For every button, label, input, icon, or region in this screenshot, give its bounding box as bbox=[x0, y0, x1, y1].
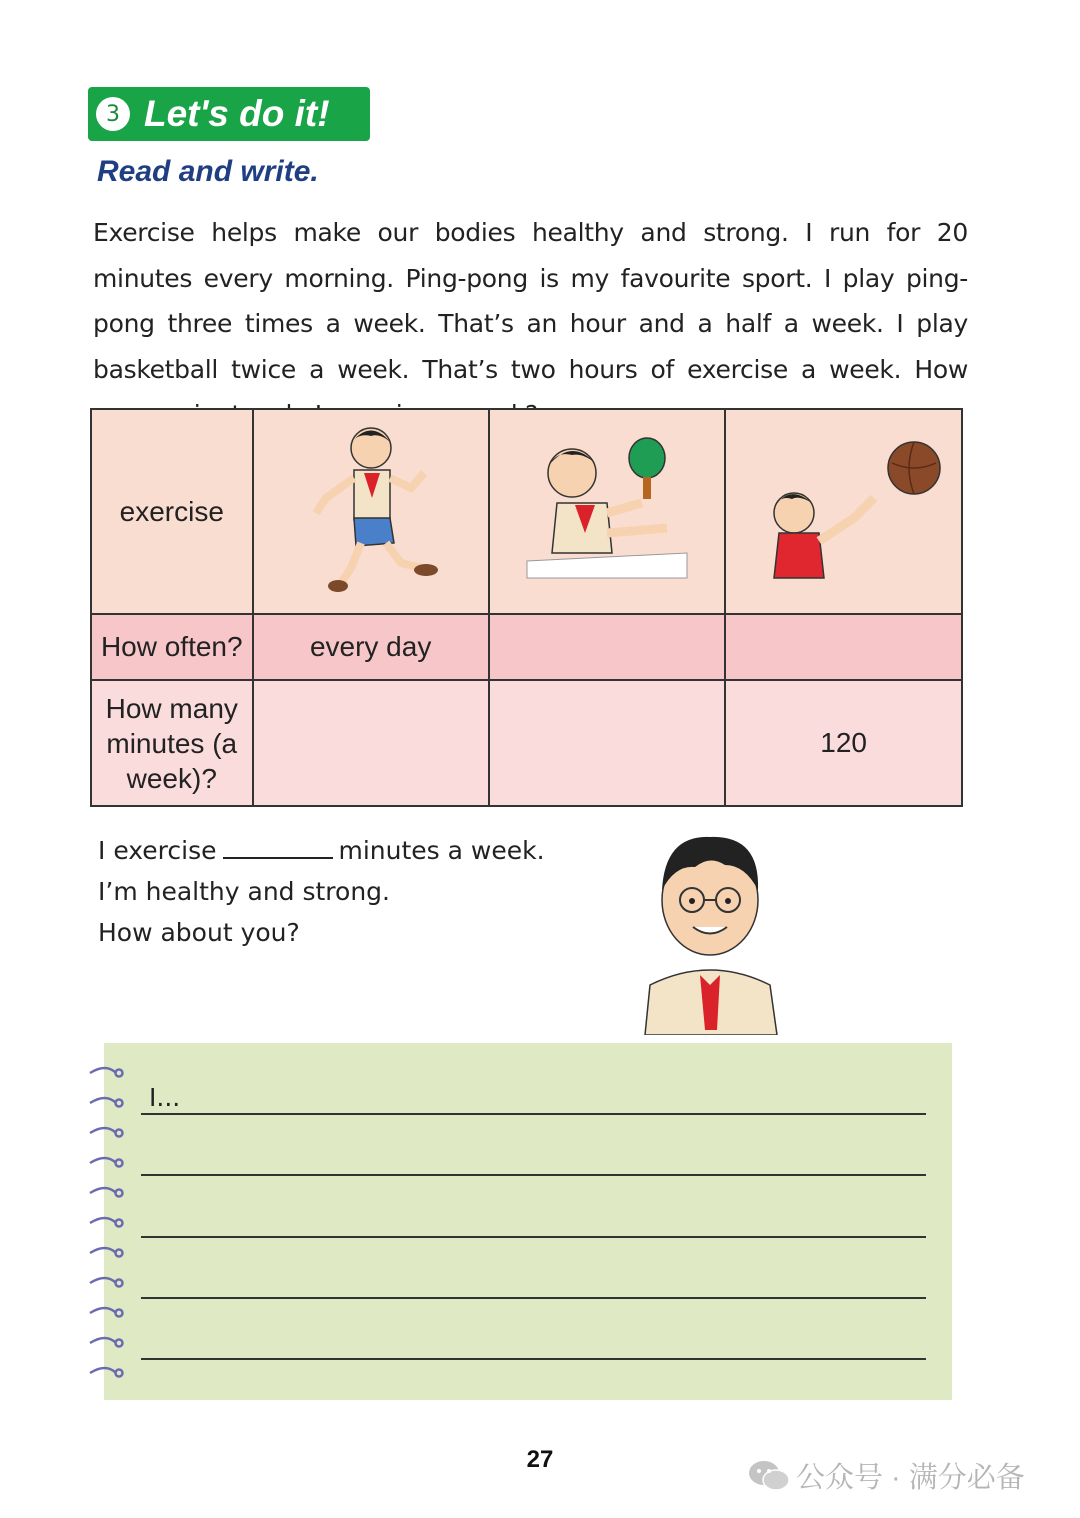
writing-notebook bbox=[104, 1043, 952, 1400]
row-label-exercise: exercise bbox=[91, 409, 253, 614]
boy-portrait-illustration bbox=[625, 825, 795, 1035]
basketball-boy-picture bbox=[725, 409, 962, 614]
row-label-how-many-minutes: How many minutes (a week)? bbox=[91, 680, 253, 806]
spiral-binding-icon bbox=[86, 1063, 130, 1383]
table-row bbox=[91, 614, 962, 680]
sentence-1-start: I exercise bbox=[98, 836, 217, 865]
minutes-running[interactable] bbox=[253, 680, 489, 806]
running-boy-picture bbox=[253, 409, 489, 614]
summary-sentences bbox=[98, 830, 545, 953]
ping-pong-boy-illustration bbox=[517, 433, 697, 583]
minutes-basketball: 120 bbox=[725, 680, 962, 806]
wechat-icon bbox=[748, 1459, 790, 1493]
minutes-ping-pong[interactable] bbox=[489, 680, 726, 806]
writing-line[interactable] bbox=[141, 1297, 926, 1299]
how-often-running: every day bbox=[253, 614, 489, 680]
exercise-table bbox=[90, 408, 963, 807]
section-header bbox=[88, 87, 370, 141]
sentence-line-1 bbox=[98, 830, 545, 871]
watermark bbox=[748, 1455, 1025, 1496]
running-boy-illustration bbox=[296, 418, 446, 598]
writing-line[interactable] bbox=[141, 1236, 926, 1238]
minutes-blank[interactable] bbox=[223, 833, 333, 859]
writing-line[interactable] bbox=[141, 1113, 926, 1115]
watermark-text: 公众号 · 满分必备 bbox=[796, 1462, 1025, 1494]
notebook-first-word: I... bbox=[149, 1083, 181, 1112]
basketball-boy-illustration bbox=[744, 433, 944, 583]
sentence-line-2: I’m healthy and strong. bbox=[98, 877, 390, 906]
row-label-how-often: How often? bbox=[91, 614, 253, 680]
instruction-subtitle: Read and write. bbox=[97, 155, 319, 188]
writing-line[interactable] bbox=[141, 1174, 926, 1176]
writing-line[interactable] bbox=[141, 1358, 926, 1360]
reading-passage: Exercise helps make our bodies healthy and strong. I run for 20 minutes every morning. Ping-pong is my favourite sport. I play ping-pong three times a week. That’s an hour and a half a week. I play basketball twice a week. That’s two hours of exercise a week. How bbox=[93, 218, 968, 384]
section-title: Let's do it! bbox=[144, 93, 330, 134]
page-number: 27 bbox=[526, 1446, 554, 1473]
sentence-1-end: minutes a week. bbox=[338, 836, 545, 865]
table-row bbox=[91, 680, 962, 806]
table-row bbox=[91, 409, 962, 614]
how-often-basketball[interactable] bbox=[725, 614, 962, 680]
ping-pong-boy-picture bbox=[489, 409, 726, 614]
section-number: 3 bbox=[96, 97, 130, 131]
sentence-line-3: How about you? bbox=[98, 918, 300, 947]
how-often-ping-pong[interactable] bbox=[489, 614, 726, 680]
